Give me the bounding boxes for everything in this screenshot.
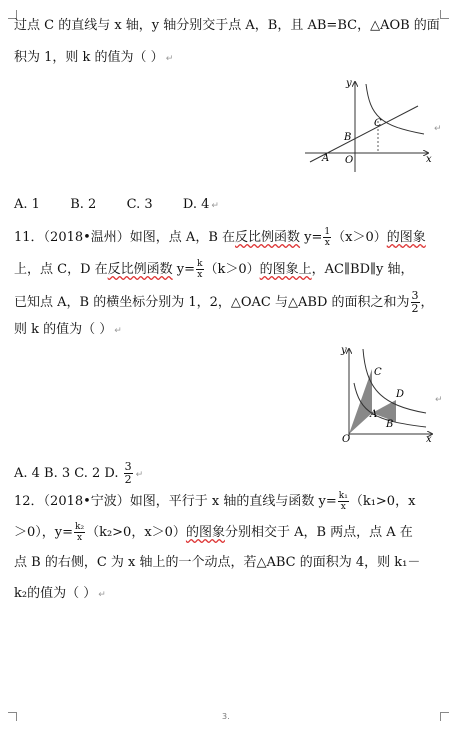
q11-l2-frac-num: k bbox=[197, 259, 203, 269]
paragraph-mark-icon: ↵ bbox=[435, 395, 443, 405]
q10-label-c: C bbox=[374, 118, 382, 129]
q12-line-4 bbox=[14, 586, 106, 603]
q12-line-3: 点 B 的右侧，C 为 x 轴上的一个动点，若△ABC 的面积为 4，则 k₁－ bbox=[14, 555, 421, 570]
q12-l2-frac-den: x bbox=[77, 533, 83, 543]
q11-l3-frac-num: 3 bbox=[411, 289, 419, 302]
q11-l1-frac-num: 1 bbox=[324, 227, 331, 237]
q12-l2-text: ＞0），y= bbox=[14, 525, 74, 540]
q10-line-2 bbox=[14, 50, 173, 67]
q11-l2-frac-den: x bbox=[197, 270, 203, 280]
q12-line-1 bbox=[14, 491, 415, 512]
q11-l1-frac-den: x bbox=[324, 238, 330, 248]
q12-l4-text: k₂的值为（ ） bbox=[14, 586, 97, 601]
q12-l1-frac-den: x bbox=[340, 502, 346, 512]
q12-l1-text: 12．（2018•宁波）如图，平行于 x 轴的直线与函数 y= bbox=[14, 494, 337, 509]
paragraph-mark-icon: ↵ bbox=[114, 326, 122, 336]
paragraph-mark-icon: ↵ bbox=[135, 470, 144, 480]
q10-options bbox=[14, 197, 219, 214]
q11-label-x: x bbox=[426, 434, 432, 443]
q12-l1-fraction bbox=[338, 491, 349, 512]
q10-option-b: B. 2 bbox=[70, 197, 97, 212]
q10-figure bbox=[300, 76, 435, 176]
q11-l1-text: 11．（2018•温州）如图，点 A，B 在 bbox=[14, 230, 236, 245]
q12-line-2 bbox=[14, 522, 413, 543]
q11-l2-text: 上，点 C，D 在 bbox=[14, 262, 108, 277]
q10-label-o: O bbox=[345, 155, 354, 166]
q11-l1-eq: y= bbox=[300, 230, 323, 245]
q11-l3-text: 已知点 A，B 的横坐标分别为 1，2，△OAC 与△ABD 的面积之和为 bbox=[14, 295, 410, 310]
q10-line-2-text: 积为 1，则 k 的值为（ ） bbox=[14, 50, 164, 65]
q11-figure bbox=[340, 343, 435, 443]
q12-l2-underlined: 的图象 bbox=[185, 525, 225, 540]
q11-label-a: A bbox=[370, 409, 378, 420]
paragraph-mark-icon: ↵ bbox=[211, 201, 219, 211]
q11-line-1 bbox=[14, 227, 426, 248]
q11-l2-eq: y= bbox=[172, 262, 196, 277]
q11-l3-frac-den: 2 bbox=[411, 302, 419, 315]
q11-opt-d-num: 3 bbox=[124, 460, 132, 473]
q11-line-2 bbox=[14, 259, 413, 280]
q11-line-3 bbox=[14, 290, 434, 315]
q11-l3-fraction bbox=[411, 290, 420, 315]
q12-l2-rest: 分别相交于 A，B 两点，点 A 在 bbox=[224, 525, 413, 540]
q12-l1-cond: （k₁>0，x bbox=[349, 494, 416, 509]
q11-label-d: D bbox=[396, 389, 405, 400]
corner-mark-bl bbox=[8, 712, 17, 721]
q11-l2-underlined: 反比例函数 bbox=[107, 262, 173, 277]
q11-options-text: A. 4 B. 3 C. 2 D. bbox=[14, 466, 119, 481]
q11-line-4 bbox=[14, 322, 122, 339]
q11-label-b: B bbox=[386, 419, 394, 430]
q11-l3-end: ， bbox=[420, 295, 434, 310]
q11-l2-cond: （k＞0） bbox=[204, 262, 260, 277]
q12-l1-frac-num: k₁ bbox=[338, 491, 348, 501]
q11-label-o: O bbox=[342, 434, 351, 443]
q10-option-d: D. 4 bbox=[182, 197, 210, 212]
corner-mark-br bbox=[440, 712, 449, 721]
q11-curve-k bbox=[363, 349, 426, 413]
q12-l2-fraction bbox=[74, 522, 85, 543]
q10-line-1: 过点 C 的直线与 x 轴，y 轴分别交于点 A，B，且 AB=BC，△AOB 的面 bbox=[14, 18, 440, 33]
q11-l2-fraction bbox=[196, 259, 203, 280]
q11-label-c: C bbox=[374, 367, 382, 378]
q12-l2-cond: （k₂>0，x＞0） bbox=[86, 525, 186, 540]
q11-label-y: y bbox=[341, 345, 347, 356]
q11-options bbox=[14, 461, 143, 486]
corner-mark-tr bbox=[440, 10, 449, 19]
q11-option-d-fraction bbox=[124, 461, 133, 486]
q10-label-y: y bbox=[346, 78, 352, 89]
q11-l1-cond: （x＞0） bbox=[332, 230, 387, 245]
q10-label-b: B bbox=[344, 132, 352, 143]
q10-label-a: A bbox=[322, 153, 330, 164]
paragraph-mark-icon: ↵ bbox=[165, 54, 174, 64]
q11-l2-rest: ，AC∥BD∥y 轴， bbox=[311, 262, 414, 277]
page-number: 3. bbox=[222, 712, 230, 721]
q10-option-c: C. 3 bbox=[126, 197, 153, 212]
q11-l1-fraction bbox=[323, 227, 331, 248]
q11-l2-underlined-2: 的图象上 bbox=[259, 262, 312, 277]
q11-l4-text: 则 k 的值为（ ） bbox=[14, 322, 113, 337]
q10-option-a: A. 1 bbox=[14, 197, 40, 212]
q11-l1-underlined: 反比例函数 bbox=[235, 230, 301, 245]
q10-label-x: x bbox=[426, 154, 432, 165]
q11-l1-underlined-2: 的图象 bbox=[386, 230, 426, 245]
q12-l2-frac-num: k₂ bbox=[75, 522, 85, 532]
q11-opt-d-den: 2 bbox=[124, 473, 132, 486]
paragraph-mark-icon: ↵ bbox=[98, 590, 106, 600]
paragraph-mark-icon: ↵ bbox=[434, 124, 442, 134]
